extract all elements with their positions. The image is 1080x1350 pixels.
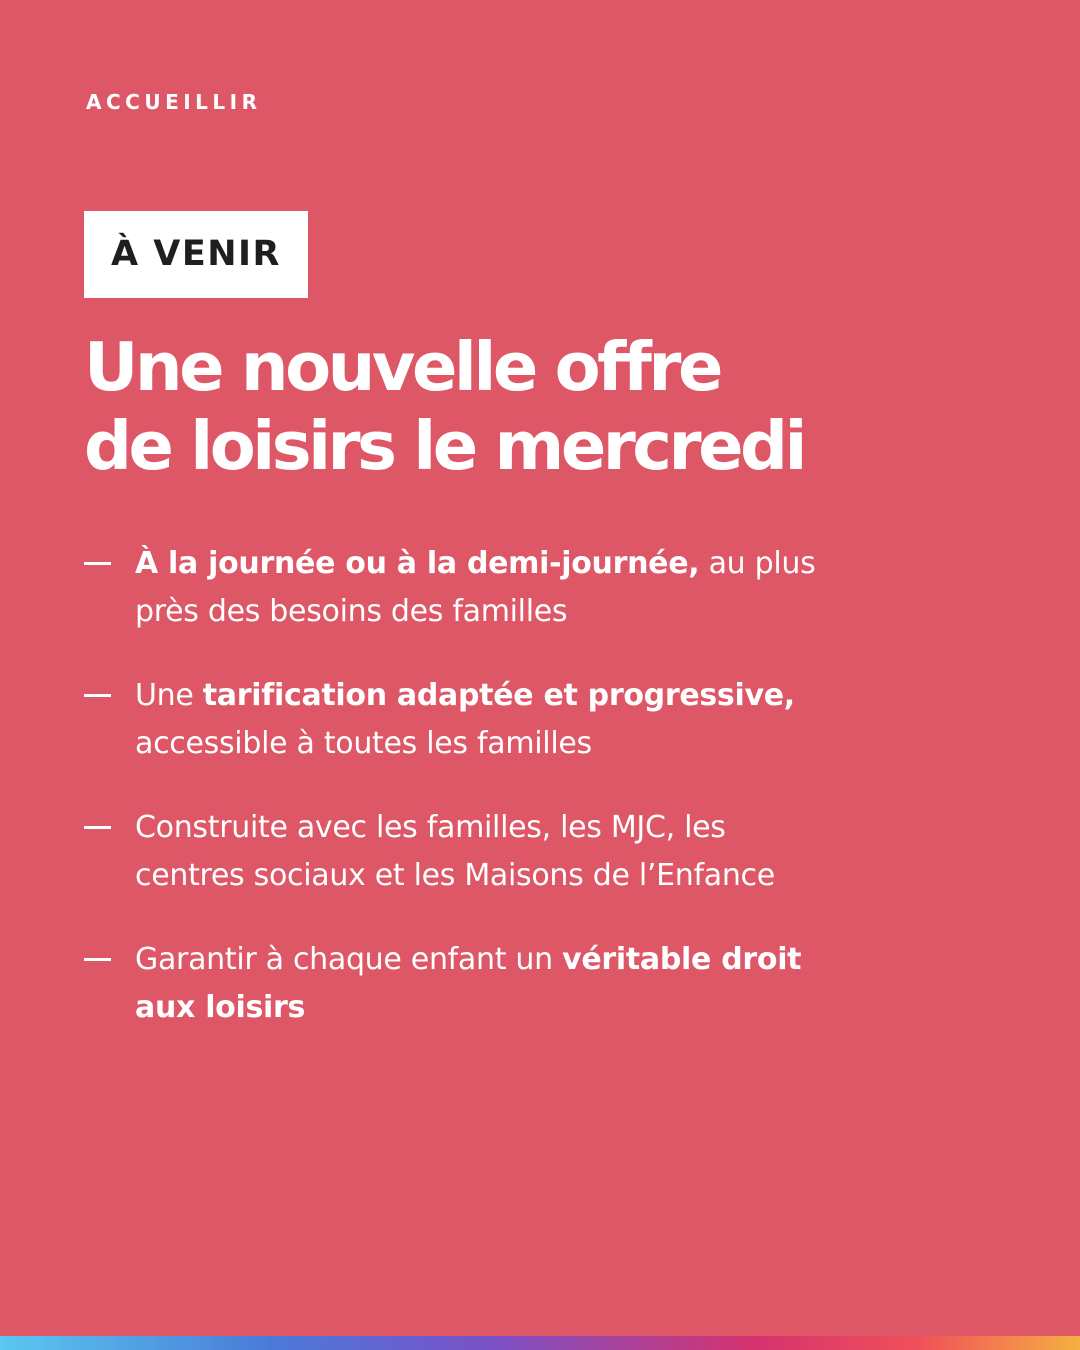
bullet-line: près des besoins des familles: [135, 594, 568, 629]
bullet-emphasis: tarification adaptée et progressive,: [202, 678, 795, 713]
bullet-text: [135, 804, 935, 900]
bullet-line-pre: Garantir à chaque enfant un: [135, 942, 563, 977]
bullet-line: [135, 672, 935, 720]
bullet-emphasis: À la journée ou à la demi-journée,: [135, 546, 700, 581]
upcoming-badge: À VENIR: [84, 211, 308, 298]
bullet-line: [135, 540, 935, 588]
bullet-line: centres sociaux et les Maisons de l’Enfance: [135, 858, 775, 893]
section-label: ACCUEILLIR: [86, 90, 262, 114]
headline-line-1: Une nouvelle offre: [84, 328, 720, 406]
bullet-text: [135, 936, 935, 1032]
dash-icon: [84, 562, 111, 565]
bullet-line: accessible à toutes les familles: [135, 726, 592, 761]
gradient-bar: [0, 1336, 1080, 1350]
bullet-line-pre: Une: [135, 678, 203, 713]
dash-icon: [84, 694, 111, 697]
bullet-line-rest: au plus: [699, 546, 816, 581]
bullet-line: [135, 984, 935, 1032]
bullet-line: [135, 936, 935, 984]
dash-icon: [84, 958, 111, 961]
dash-icon: [84, 826, 111, 829]
bullet-emphasis: véritable droit: [562, 942, 802, 977]
headline-line-2: de loisirs le mercredi: [84, 407, 804, 485]
bullet-line: Construite avec les familles, les MJC, les: [135, 810, 726, 845]
headline: [84, 328, 804, 486]
bullet-text: [135, 540, 935, 636]
bullet-text: [135, 672, 935, 768]
bullet-emphasis: aux loisirs: [135, 990, 306, 1025]
